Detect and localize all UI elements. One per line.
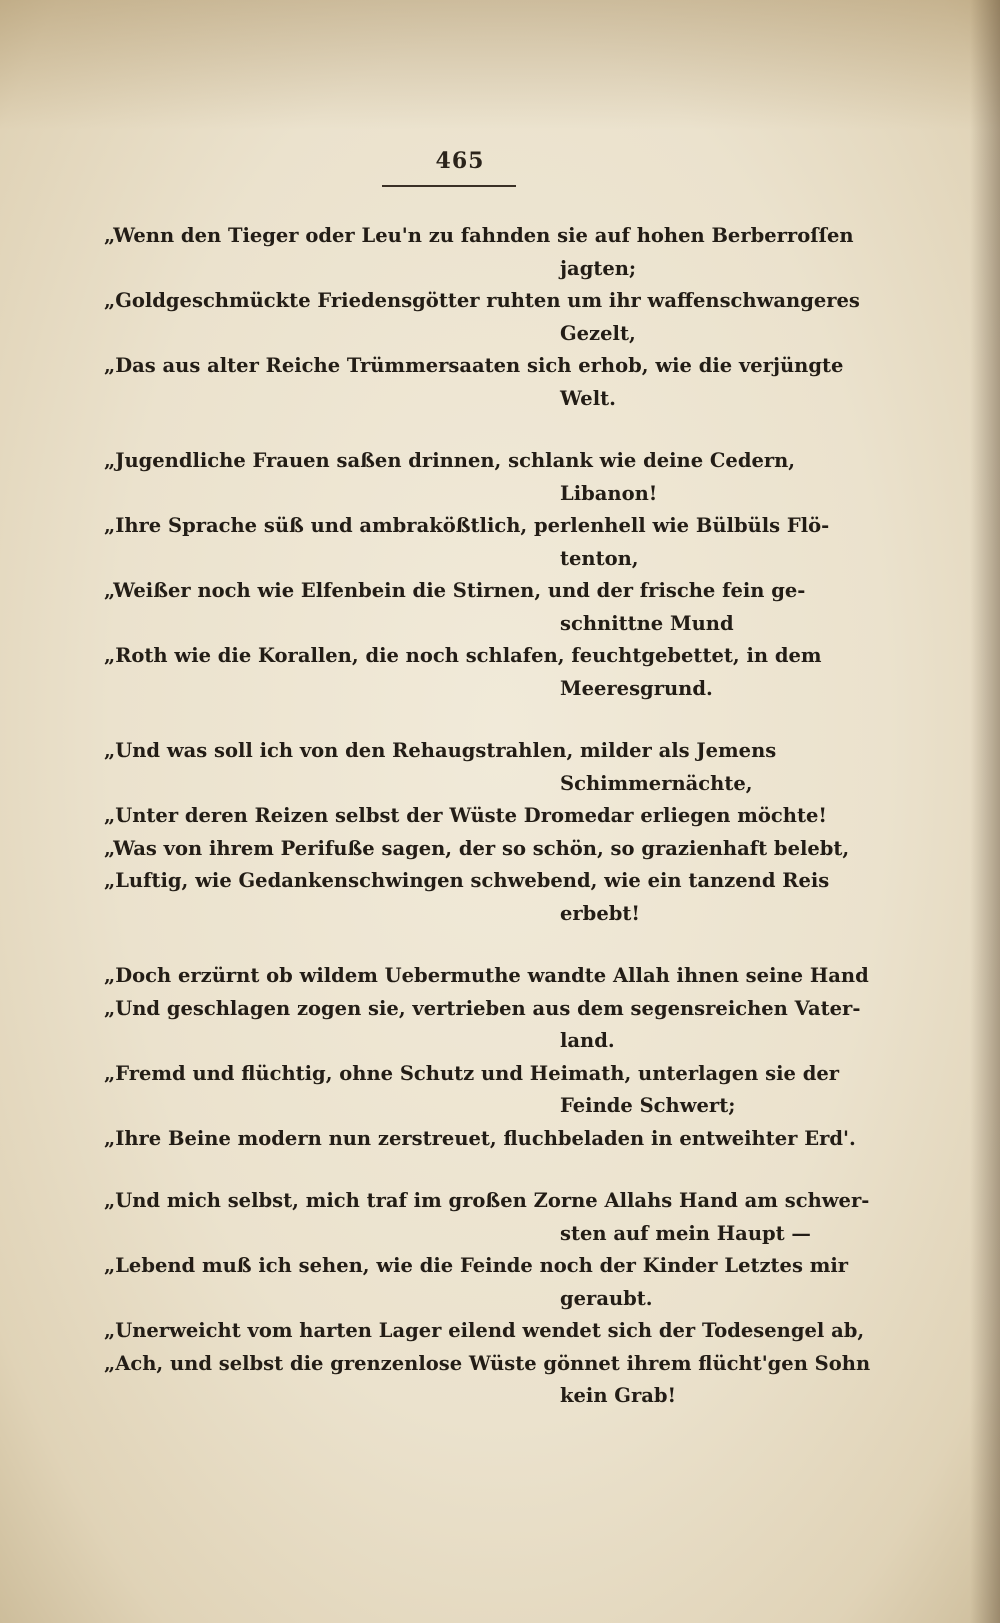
verse-line: „Unter deren Reizen selbst der Wüste Dromedar erliegen möchte!	[104, 804, 827, 827]
verse-line-continuation: Libanon!	[560, 481, 658, 505]
stanza-gap	[104, 1155, 804, 1185]
verse-line-continuation: kein Grab!	[560, 1384, 677, 1407]
verse-line-continuation: Feinde Schwert;	[560, 1094, 736, 1117]
page-number: 465	[435, 148, 485, 174]
page-edge-shadow	[970, 0, 1000, 1623]
verse-line: „Unerweicht vom harten Lager eilend wendet sich der Todesengel ab,	[104, 1319, 865, 1342]
verse-line: „Goldgeschmückte Friedensgötter ruhten um ihr waffenschwangeres	[104, 289, 860, 312]
verse-line: „Jugendliche Frauen saßen drinnen, schlank wie deine Cedern,	[104, 449, 796, 472]
verse-line: „Was von ihrem Perifuße sagen, der so schön, so grazienhaft belebt,	[104, 836, 850, 860]
verse-line: „Wenn den Tieger oder Leu'n zu fahnden sie auf hohen Berberroſſen	[104, 224, 854, 247]
verse-line-continuation: Meeresgrund.	[560, 676, 713, 700]
verse-line-continuation: Welt.	[560, 386, 616, 410]
verse-line: „Das aus alter Reiche Trümmersaaten sich erhob, wie die verjüngte	[104, 354, 844, 377]
verse-line-continuation: erbebt!	[560, 901, 640, 925]
verse-line: „Und geschlagen zogen sie, vertrieben aus dem segensreichen Vater-	[104, 996, 861, 1020]
verse-line: „Ach, und selbst die grenzenlose Wüste gönnet ihrem flücht'gen Sohn	[104, 1351, 871, 1375]
verse-line-continuation: land.	[560, 1029, 615, 1052]
verse-line: „Roth wie die Korallen, die noch schlafen, feuchtgebettet, in dem	[104, 644, 822, 667]
verse-line-continuation: Gezelt,	[560, 321, 636, 345]
page-stain	[0, 0, 1000, 130]
verse-line: „Luftig, wie Gedankenschwingen schwebend, wie ein tanzend Reis	[104, 869, 830, 892]
verse-line: „Doch erzürnt ob wildem Uebermuthe wandte Allah ihnen seine Hand	[104, 964, 869, 987]
header-rule	[382, 185, 516, 187]
verse-line: „Und was soll ich von den Rehaugstrahlen, milder als Jemens	[104, 739, 777, 762]
verse-line-continuation: schnittne Mund	[560, 611, 734, 635]
verse-line: „Ihre Sprache süß und ambrakößtlich, perlenhell wie Bülbüls Flö-	[104, 514, 830, 537]
stanza-gap	[104, 705, 804, 735]
verse-line-continuation: jagten;	[560, 256, 637, 280]
verse-line: „Ihre Beine modern nun zerstreuet, fluchbeladen in entweihter Erd'.	[104, 1126, 856, 1150]
poem-text	[104, 220, 871, 1413]
verse-line-continuation: sten auf mein Haupt —	[560, 1221, 811, 1245]
stanza-gap	[104, 930, 804, 960]
verse-line-continuation: Schimmernächte,	[560, 771, 753, 795]
verse-line: „Lebend muß ich sehen, wie die Feinde noch der Kinder Letztes mir	[104, 1254, 849, 1277]
verse-line: „Weißer noch wie Elfenbein die Stirnen, und der frische fein ge-	[104, 579, 806, 602]
stanza-gap	[104, 415, 804, 445]
verse-line: „Und mich selbst, mich traf im großen Zorne Allahs Hand am schwer-	[104, 1189, 870, 1212]
verse-line-continuation: tenton,	[560, 546, 639, 570]
verse-line: „Fremd und flüchtig, ohne Schutz und Heimath, unterlagen sie der	[104, 1061, 840, 1085]
verse-line-continuation: geraubt.	[560, 1286, 653, 1310]
